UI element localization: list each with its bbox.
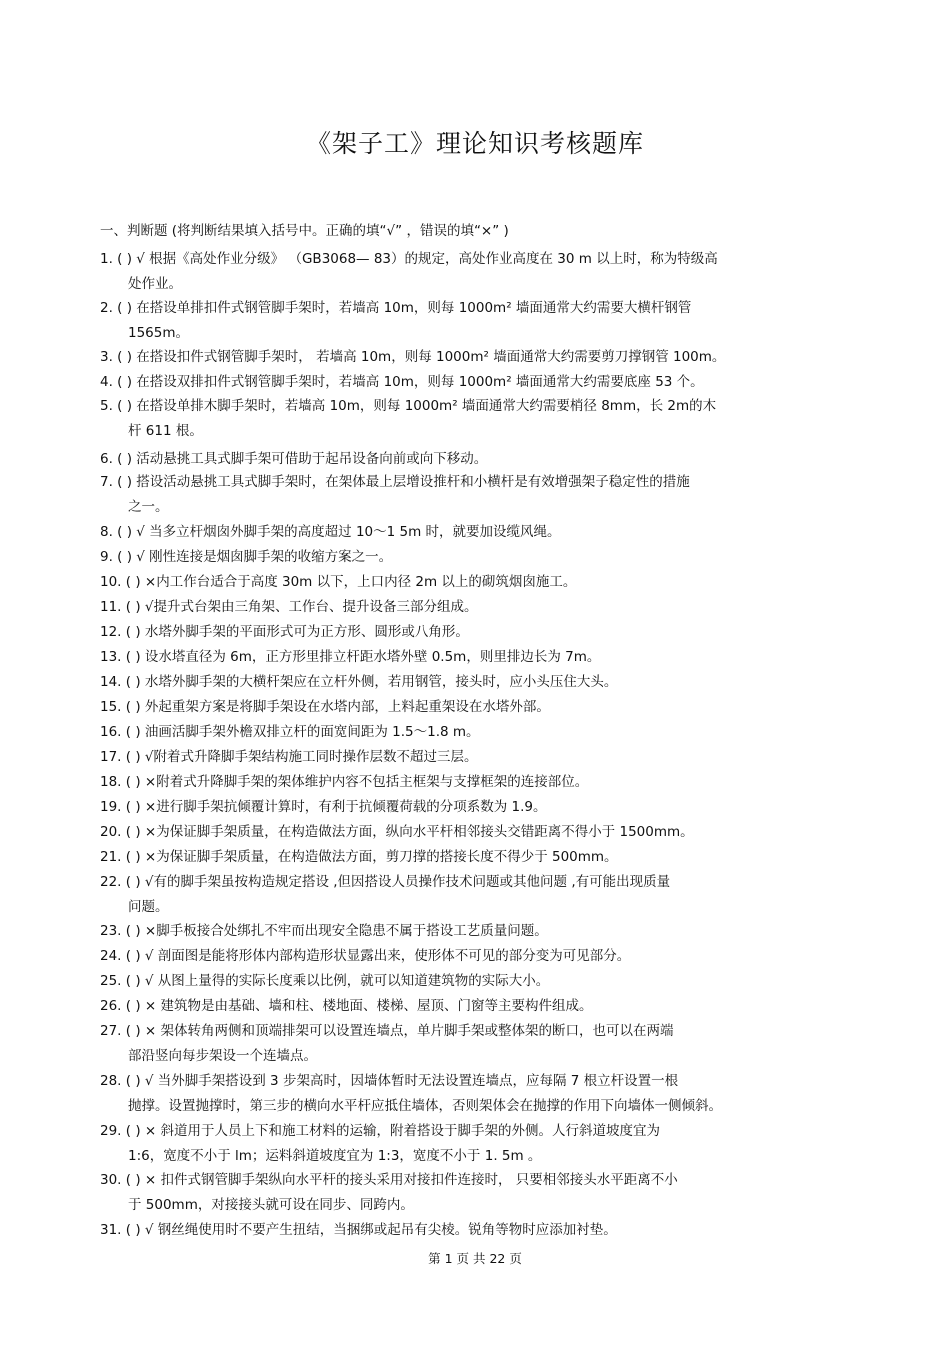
question-item <box>100 870 865 920</box>
question-continuation: 之一。 <box>128 499 169 515</box>
question-text: 4. ( ) 在搭设双排扣件式钢管脚手架时，若墙高 10m，则每 1000m² 墙面通常大约需要底座 53 个。 <box>100 374 704 390</box>
question-item <box>100 745 865 770</box>
question-item <box>100 296 865 346</box>
question-item <box>100 520 865 545</box>
question-text: 1. ( ) √ 根据《高处作业分级》 （GB3068— 83）的规定，高处作业高度在 30 m 以上时，称为特级高 <box>100 251 718 267</box>
question-item <box>100 570 865 595</box>
question-text: 19. ( ) ×进行脚手架抗倾覆计算时，有利于抗倾覆荷载的分项系数为 1.9。 <box>100 799 547 815</box>
question-text: 15. ( ) 外起重架方案是将脚手架设在水塔内部，上料起重架设在水塔外部。 <box>100 699 550 715</box>
question-continuation: 于 500mm，对接接头就可设在同步、同跨内。 <box>128 1197 414 1213</box>
question-text: 30. ( ) × 扣件式钢管脚手架纵向水平杆的接头采用对接扣件连接时， 只要相邻接头水平距离不小 <box>100 1172 678 1188</box>
question-continuation: 部沿竖向每步架设一个连墙点。 <box>128 1048 317 1064</box>
question-item <box>100 620 865 645</box>
question-text: 3. ( ) 在搭设扣件式钢管脚手架时， 若墙高 10m，则每 1000m² 墙面通常大约需要剪刀撑钢管 100m。 <box>100 349 726 365</box>
question-text: 23. ( ) ×脚手板接合处绑扎不牢而出现安全隐患不属于搭设工艺质量问题。 <box>100 923 548 939</box>
question-item <box>100 1218 865 1243</box>
question-text: 16. ( ) 油画活脚手架外檐双排立杆的面宽间距为 1.5～1.8 m。 <box>100 724 480 740</box>
question-text: 21. ( ) ×为保证脚手架质量，在构造做法方面，剪刀撑的搭接长度不得少于 500mm。 <box>100 849 618 865</box>
question-text: 7. ( ) 搭设活动悬挑工具式脚手架时，在架体最上层增设推杆和小横杆是有效增强架子稳定性的措施 <box>100 474 690 490</box>
question-item <box>100 770 865 795</box>
question-text: 25. ( ) √ 从图上量得的实际长度乘以比例，就可以知道建筑物的实际大小。 <box>100 973 550 989</box>
question-text: 8. ( ) √ 当多立杆烟囱外脚手架的高度超过 10～1 5m 时，就要加设缆风绳。 <box>100 524 561 540</box>
question-item <box>100 969 865 994</box>
question-continuation: 处作业。 <box>128 276 182 292</box>
question-item <box>100 1119 865 1169</box>
question-item <box>100 795 865 820</box>
question-text: 14. ( ) 水塔外脚手架的大横杆架应在立杆外侧，若用钢管，接头时，应小头压住大头。 <box>100 674 618 690</box>
question-item <box>100 247 865 297</box>
question-continuation: 1:6，宽度不小于 lm；运料斜道坡度宜为 1:3，宽度不小于 1. 5m 。 <box>128 1148 542 1164</box>
question-item <box>100 1069 865 1119</box>
question-item <box>100 820 865 845</box>
question-item <box>100 1168 865 1218</box>
question-item <box>100 447 865 472</box>
question-text: 9. ( ) √ 刚性连接是烟囱脚手架的收缩方案之一。 <box>100 549 393 565</box>
question-text: 5. ( ) 在搭设单排木脚手架时，若墙高 10m，则每 1000m² 墙面通常大约需要梢径 8mm，长 2m的木 <box>100 398 717 414</box>
question-item <box>100 845 865 870</box>
page-title: 《架子工》理论知识考核题库 <box>305 129 644 158</box>
question-text: 6. ( ) 活动悬挑工具式脚手架可借助于起吊设备向前或向下移动。 <box>100 451 488 467</box>
question-item <box>100 994 865 1019</box>
question-text: 18. ( ) ×附着式升降脚手架的架体维护内容不包括主框架与支撑框架的连接部位。 <box>100 774 589 790</box>
page-footer: 第 1 页 共 22 页 <box>428 1251 522 1266</box>
question-item <box>100 370 865 395</box>
question-item <box>100 394 865 444</box>
question-item <box>100 645 865 670</box>
question-item <box>100 720 865 745</box>
question-text: 17. ( ) √附着式升降脚手架结构施工同时操作层数不超过三层。 <box>100 749 478 765</box>
question-text: 28. ( ) √ 当外脚手架搭设到 3 步架高时，因墙体暂时无法设置连墙点，应每隔 7 根立杆设置一根 <box>100 1073 679 1089</box>
question-text: 31. ( ) √ 钢丝绳使用时不要产生扭结，当捆绑或起吊有尖棱。锐角等物时应添加衬垫。 <box>100 1222 617 1238</box>
question-text: 22. ( ) √有的脚手架虽按构造规定搭设 ,但因搭设人员操作技术问题或其他问题 ,有可能出现质量 <box>100 874 671 890</box>
question-text: 2. ( ) 在搭设单排扣件式钢管脚手架时，若墙高 10m，则每 1000m² 墙面通常大约需要大横杆钢管 <box>100 300 692 316</box>
question-continuation: 1565m。 <box>128 325 190 341</box>
question-text: 26. ( ) × 建筑物是由基础、墙和柱、楼地面、楼梯、屋顶、门窗等主要构件组成。 <box>100 998 593 1014</box>
question-text: 12. ( ) 水塔外脚手架的平面形式可为正方形、圆形或八角形。 <box>100 624 469 640</box>
question-text: 13. ( ) 设水塔直径为 6m，正方形里排立杆距水塔外壁 0.5m，则里排边长为 7m。 <box>100 649 601 665</box>
question-continuation: 杆 611 根。 <box>128 423 203 439</box>
question-text: 29. ( ) × 斜道用于人员上下和施工材料的运输，附着搭设于脚手架的外侧。人行斜道坡度宜为 <box>100 1123 660 1139</box>
question-text: 20. ( ) ×为保证脚手架质量，在构造做法方面，纵向水平杆相邻接头交错距离不得小于 1500mm。 <box>100 824 694 840</box>
question-item <box>100 545 865 570</box>
question-item <box>100 595 865 620</box>
question-text: 11. ( ) √提升式台架由三角架、工作台、提升设备三部分组成。 <box>100 599 478 615</box>
question-text: 27. ( ) × 架体转角两侧和顶端排架可以设置连墙点，单片脚手架或整体架的断口，也可以在两端 <box>100 1023 674 1039</box>
question-item <box>100 670 865 695</box>
question-text: 24. ( ) √ 剖面图是能将形体内部构造形状显露出来，使形体不可见的部分变为可见部分。 <box>100 948 631 964</box>
question-continuation: 问题。 <box>128 899 169 915</box>
question-item <box>100 695 865 720</box>
question-item <box>100 919 865 944</box>
question-text: 10. ( ) ×内工作台适合于高度 30m 以下，上口内径 2m 以上的砌筑烟囱施工。 <box>100 574 577 590</box>
question-item <box>100 470 865 520</box>
question-item <box>100 1019 865 1069</box>
question-continuation: 抛撑。设置抛撑时，第三步的横向水平杆应抵住墙体，否则架体会在抛撑的作用下向墙体一侧倾斜。 <box>128 1098 722 1114</box>
section-heading: 一、判断题 (将判断结果填入括号中。正确的填“√” ，错误的填“×” ) <box>100 223 509 239</box>
question-item <box>100 944 865 969</box>
question-item <box>100 345 865 370</box>
